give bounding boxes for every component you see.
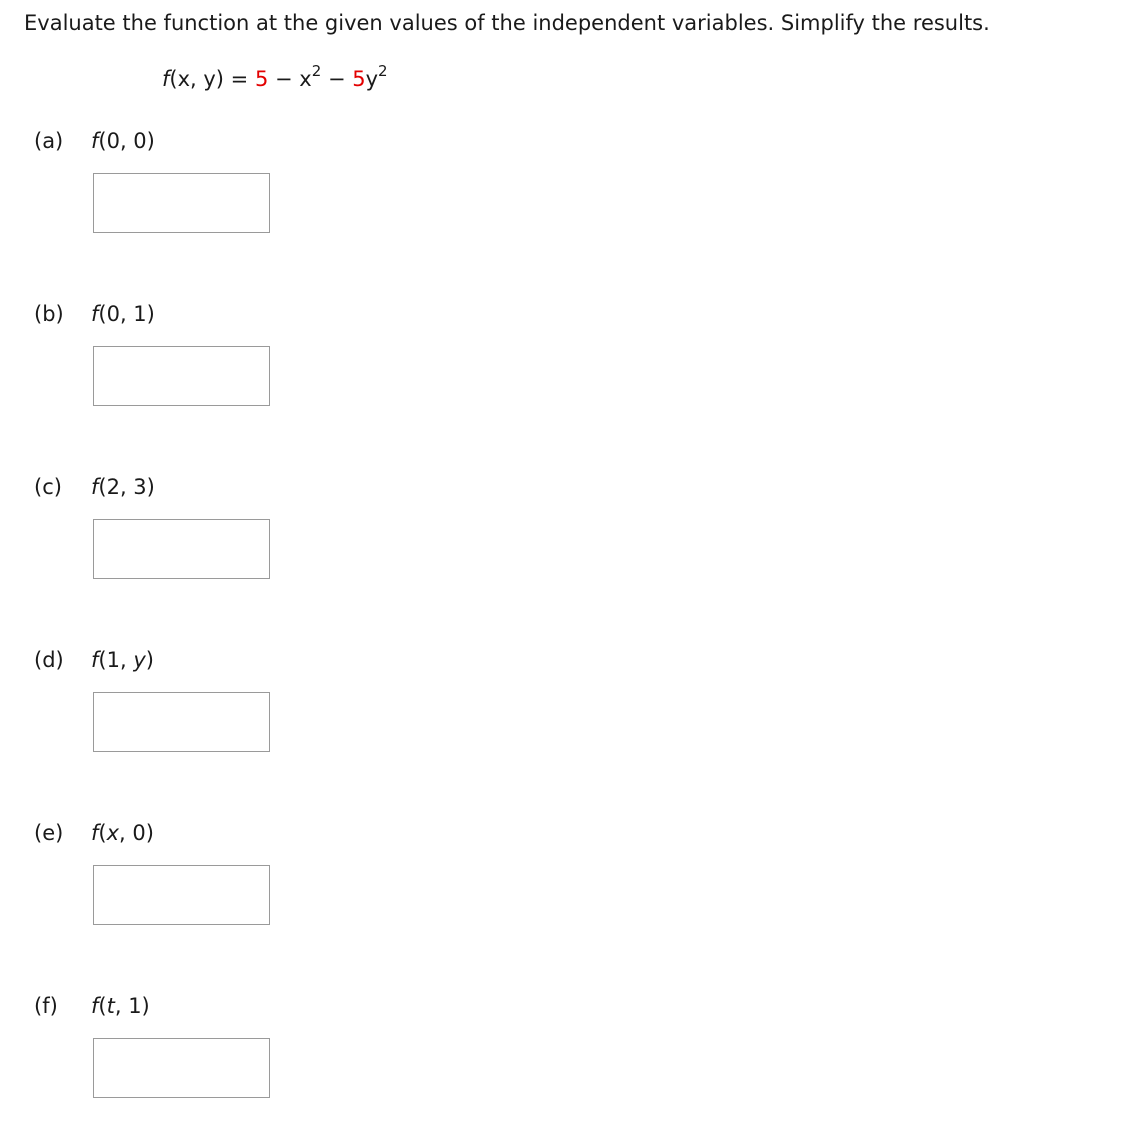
y-exponent: 2	[378, 62, 388, 80]
part-b	[34, 299, 434, 419]
part-label: (e)	[34, 821, 64, 845]
part-label: (f)	[34, 994, 58, 1018]
answer-input-c[interactable]	[93, 519, 270, 579]
y-term: y	[365, 67, 379, 91]
answer-input-d[interactable]	[93, 692, 270, 752]
part-fn: f	[91, 129, 99, 153]
instructions-text: Evaluate the function at the given values of the independent variables. Simplify the results.	[24, 11, 990, 35]
part-args-post: )	[145, 648, 154, 672]
part-args-post: , 1)	[114, 994, 150, 1018]
part-label: (d)	[34, 648, 64, 672]
part-fn: f	[91, 994, 99, 1018]
part-args-pre: (	[98, 821, 107, 845]
answer-input-a[interactable]	[93, 173, 270, 233]
equals-sign: =	[224, 67, 255, 91]
part-args-var: x	[106, 821, 120, 845]
part-expression	[91, 472, 155, 502]
function-args: (x, y)	[169, 67, 224, 91]
function-definition	[162, 64, 388, 94]
part-args: (0, 0)	[98, 129, 155, 153]
x-exponent: 2	[311, 62, 322, 80]
minus-sign-2: −	[321, 67, 353, 91]
minus-sign-1: −	[268, 67, 300, 91]
part-fn: f	[91, 821, 99, 845]
part-d	[34, 645, 434, 765]
part-fn: f	[91, 302, 99, 326]
part-args-var: t	[106, 994, 115, 1018]
answer-input-b[interactable]	[93, 346, 270, 406]
part-args: (0, 1)	[98, 302, 155, 326]
part-expression	[91, 818, 154, 848]
part-expression	[91, 126, 155, 156]
part-c	[34, 472, 434, 592]
part-f	[34, 991, 434, 1111]
answer-input-f[interactable]	[93, 1038, 270, 1098]
y-coefficient: 5	[352, 67, 366, 91]
part-args-post: , 0)	[119, 821, 154, 845]
part-expression	[91, 645, 154, 675]
part-expression	[91, 299, 155, 329]
function-name: f	[162, 67, 170, 91]
part-args-pre: (1,	[98, 648, 134, 672]
answer-input-e[interactable]	[93, 865, 270, 925]
part-args: (2, 3)	[98, 475, 155, 499]
part-expression	[91, 991, 150, 1021]
x-term: x	[299, 67, 312, 91]
part-label: (a)	[34, 129, 64, 153]
part-a	[34, 126, 434, 246]
constant-term: 5	[254, 67, 269, 91]
part-fn: f	[91, 475, 99, 499]
part-label: (b)	[34, 302, 64, 326]
part-e	[34, 818, 434, 938]
part-fn: f	[91, 648, 99, 672]
part-args-pre: (	[98, 994, 107, 1018]
part-label: (c)	[34, 475, 62, 499]
part-args-var: y	[133, 648, 146, 672]
